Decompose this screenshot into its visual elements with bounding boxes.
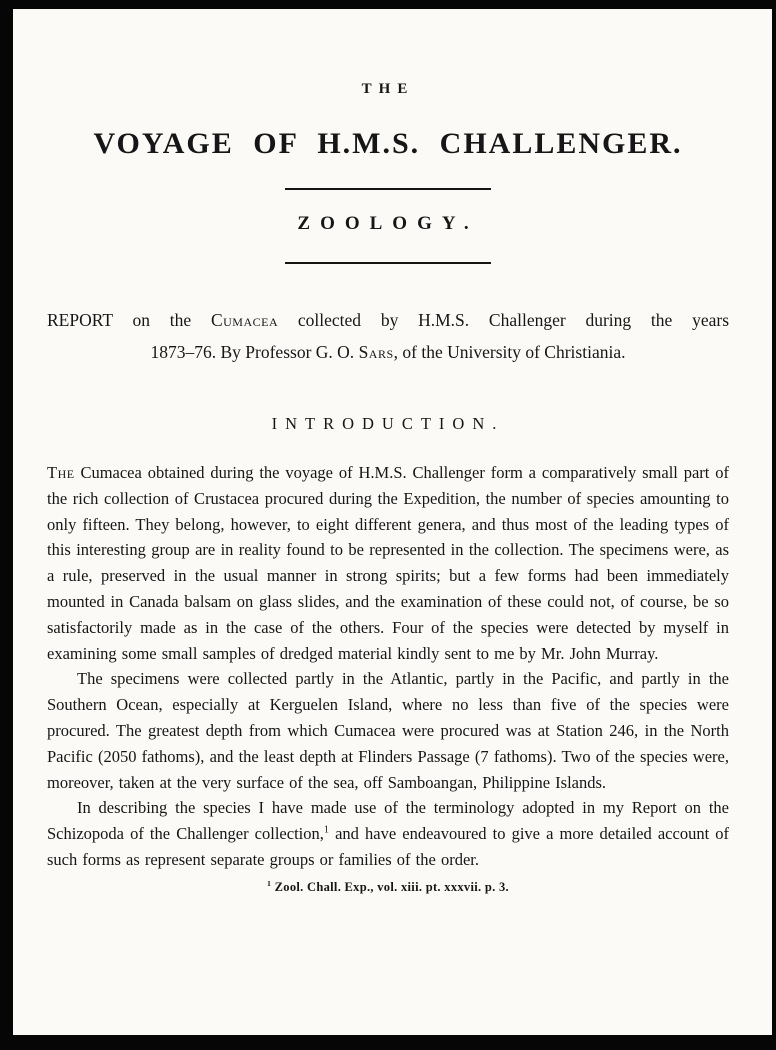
report-text-start: REPORT on the [47, 310, 211, 330]
report-years-author: 1873–76. By Professor G. O. [150, 342, 359, 362]
sars-smallcaps: Sars [358, 342, 394, 362]
footnote [47, 880, 729, 895]
report-heading-line-2 [47, 336, 729, 368]
cumacea-smallcaps: Cumacea [210, 310, 279, 330]
report-affiliation: , of the University of Christiania. [393, 342, 626, 362]
main-title: VOYAGE OF H.M.S. CHALLENGER. [93, 127, 683, 160]
paragraph-3 [47, 795, 729, 872]
footnote-text: Zool. Chall. Exp., vol. xiii. pt. xxxvii. p. 3. [271, 879, 509, 894]
footnote-reference: 1 [323, 824, 329, 836]
series-title: THE [361, 81, 415, 97]
page [13, 9, 772, 1035]
body-text [47, 460, 729, 895]
paragraph-3-text-before: In describing the species I have made use of the terminology adopted in my Report on the Schizopoda of the Challenger collection, [47, 798, 729, 844]
paragraph-2: The specimens were collected partly in the Atlantic, partly in the Pacific, and partly in the Southern Ocean, especially at Kerguelen Island, where no less than five of the species were procured. The greatest depth from which Cumacea were procured was at Station 246, in the North Pacific (2050 fathoms), and the least depth at Flinders Passage (7 fathoms). Two of the species were, moreover, taken at the very surface of the sea, off Samboangan, Philippine Islands. [47, 669, 729, 792]
introduction-heading: INTRODUCTION. [271, 414, 505, 433]
report-heading-line-1 [47, 304, 729, 336]
paragraph-1-lead-smallcaps: The [47, 463, 75, 482]
footnote-marker: 1 [267, 878, 272, 888]
section-title: ZOOLOGY. [297, 213, 479, 234]
paragraph-3-text-after: and have endeavoured to give a more detailed account of such forms as represent separate groups or families of the order. [47, 824, 729, 869]
paragraph-1-text: Cumacea obtained during the voyage of H.M.S. Challenger form a comparatively small part of the rich collection of Crustacea procured during the Expedition, the number of species amounting to only fifteen. They belong, however, to eight different genera, and thus most of the leading types of this interesting group are in reality found to be represented in the collection. The specimens were, as a rule, preserved in the usual manner in strong spirits; but a few forms had been immediately mounted in Canada balsam on glass slides, and the examination of these could not, of course, be so satisfactorily made as in the case of the others. Four of the species were detected by myself in examining some small samples of dredged material kindly sent to me by Mr. John Murray. [47, 463, 729, 663]
page-content [13, 81, 772, 895]
paragraph-1 [47, 460, 729, 666]
divider-rule-bottom [285, 262, 491, 264]
divider-rule-top [285, 188, 491, 190]
report-heading [47, 304, 729, 368]
report-text-end: collected by H.M.S. Challenger during the years [278, 310, 730, 330]
